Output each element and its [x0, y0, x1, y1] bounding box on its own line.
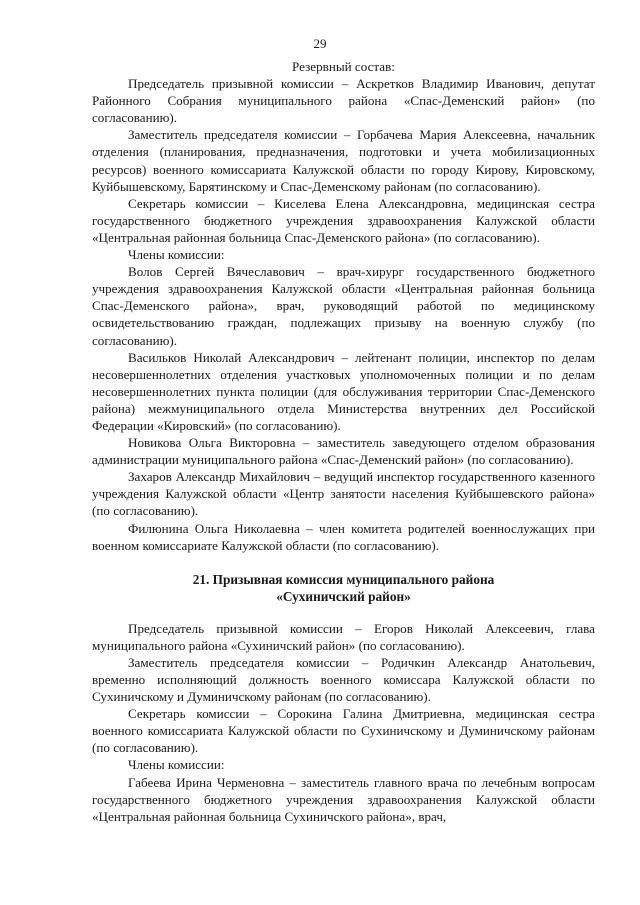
reserve-chairman: Председатель призывной комиссии – Аскретков Владимир Иванович, депутат Районного Собрания муниципального района «Спас-Деменский район» (по согласованию).: [92, 76, 595, 126]
s21-deputy: Заместитель председателя комиссии – Родичкин Александр Анатольевич, временно исполняющий должность военного комиссара Калужской области по Сухиничскому и Думиничскому районам (по согласованию).: [92, 654, 595, 705]
s21-secretary: Секретарь комиссии – Сорокина Галина Дмитриевна, медицинская сестра военного комиссариата Калужской области по Сухиничскому и Думиничскому районам (по согласованию).: [92, 706, 595, 756]
page-number: 29: [313, 36, 327, 51]
s21-chairman: Председатель призывной комиссии – Егоров Николай Алексеевич, глава муниципального района «Сухиничский район» (по согласованию).: [92, 620, 595, 653]
s21-members-label: Члены комиссии:: [128, 757, 225, 773]
section-21-heading-line1: 21. Призывная комиссия муниципального района: [192, 571, 495, 587]
reserve-members-label: Члены комиссии:: [128, 247, 225, 263]
section-21-heading-line2: «Сухиничский район»: [276, 589, 411, 605]
reserve-member-zakharov: Захаров Александр Михайлович – ведущий инспектор государственного казенного учреждения Калужской области «Центр занятости населения Куйбышевского района» (по согласованию).: [92, 469, 595, 519]
s21-member-gabeeva: Габеева Ирина Черменовна – заместитель главного врача по лечебным вопросам государственного бюджетного учреждения здравоохранения Калужской области «Центральная районная больница Сухиничского района», врач,: [92, 774, 595, 824]
reserve-member-volov: Волов Сергей Вячеславович – врач-хирург государственного бюджетного учреждения здравоохранения Калужской области «Центральная районная больница Спас-Деменского района», врач, руководящий работой по медицинскому освидетельствованию граждан, подлежащих призыву на военную службу (по согласованию).: [92, 264, 595, 348]
document-body: [92, 58, 595, 825]
reserve-member-filyunina: Филюнина Ольга Николаевна – член комитета родителей военнослужащих при военном комиссариате Калужской области (по согласованию).: [92, 520, 595, 553]
reserve-member-novikova: Новикова Ольга Викторовна – заместитель заведующего отделом образования администрации муниципального района «Спас-Деменский район» (по согласованию).: [92, 435, 595, 468]
reserve-member-vasilkov: Васильков Николай Александрович – лейтенант полиции, инспектор по делам несовершеннолетних отделения участковых уполномоченных полиции и по делам несовершеннолетних пункта полиции (для обслуживания территории Спас-Деменского района) межмуниципального отдела Министерства внутренних дел Российской Федерации «Кировский» (по согласованию).: [92, 349, 595, 433]
reserve-deputy: Заместитель председателя комиссии – Горбачева Мария Алексеевна, начальник отделения (планирования, предназначения, подготовки и учета мобилизационных ресурсов) военного комиссариата Калужской области по городу Кирову, Кировскому, Куйбышевскому, Барятинскому и Спас-Деменскому районам (по согласованию).: [92, 127, 595, 194]
reserve-secretary: Секретарь комиссии – Киселева Елена Александровна, медицинская сестра государственного бюджетного учреждения здравоохранения Калужской области «Центральная районная больница Спас-Деменского района» (по согласованию).: [92, 195, 595, 245]
reserve-title: Резервный состав:: [292, 59, 395, 74]
